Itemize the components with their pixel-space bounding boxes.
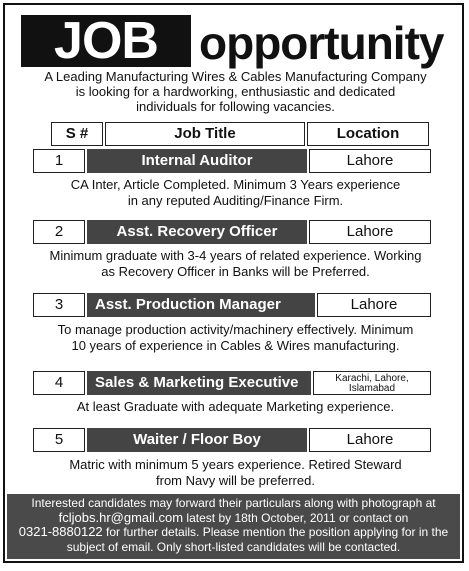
description-line: in any reputed Auditing/Finance Firm.	[127, 193, 344, 208]
job-title: Asst. Production Manager	[87, 293, 315, 317]
job-title: Waiter / Floor Boy	[87, 428, 307, 452]
job-advertisement	[3, 3, 464, 563]
ad-header	[13, 11, 458, 70]
footer-line	[7, 525, 460, 540]
description-line: Minimum graduate with 3-4 years of related experience. Working	[49, 248, 422, 263]
job-location	[313, 371, 431, 395]
job-number: 1	[33, 149, 85, 173]
description-line: At least Graduate with adequate Marketing experience.	[76, 399, 395, 414]
description-line: Matric with minimum 5 years experience. Retired Steward	[69, 457, 402, 472]
job-location: Lahore	[309, 220, 431, 244]
description-line: CA Inter, Article Completed. Minimum 3 Years experience	[70, 177, 401, 192]
location-line: Islamabad	[348, 383, 396, 394]
job-number: 2	[33, 220, 85, 244]
job-location: Lahore	[317, 293, 431, 317]
job-location: Lahore	[309, 428, 431, 452]
job-description	[15, 248, 456, 280]
application-instructions	[7, 494, 460, 559]
job-title: Asst. Recovery Officer	[87, 220, 307, 244]
intro-line: A Leading Manufacturing Wires & Cables Manufacturing Company	[44, 69, 427, 84]
job-title: Sales & Marketing Executive	[87, 371, 311, 395]
footer-line: subject of email. Only short-listed candidates will be contacted.	[66, 539, 401, 554]
job-heading: JOB	[21, 15, 191, 67]
job-title: Internal Auditor	[87, 149, 307, 173]
footer-text: for further details. Please mention the position applying for in the	[102, 525, 449, 539]
footer-text: latest by 18th October, 2011 or contact on	[183, 510, 409, 525]
description-line: from Navy will be preferred.	[156, 473, 315, 488]
job-description	[15, 322, 456, 354]
intro-text	[15, 69, 456, 114]
intro-line: individuals for following vacancies.	[136, 99, 335, 114]
contact-phone[interactable]: 0321-8880122	[18, 524, 103, 539]
opportunity-heading: opportunity	[199, 17, 444, 69]
job-number: 4	[33, 371, 85, 395]
column-header-title: Job Title	[105, 122, 305, 146]
column-header-sno: S #	[51, 122, 103, 146]
description-line: as Recovery Officer in Banks will be Preferred.	[101, 264, 370, 279]
location-line: Karachi, Lahore,	[335, 373, 409, 384]
contact-email[interactable]: fcljobs.hr@gmail.com	[58, 509, 184, 525]
footer-line: Interested candidates may forward their particulars along with photograph at	[31, 496, 436, 510]
description-line: 10 years of experience in Cables & Wires manufacturing.	[71, 338, 400, 353]
job-description	[15, 399, 456, 415]
job-description	[15, 177, 456, 209]
footer-line	[7, 511, 460, 526]
job-description	[15, 457, 456, 489]
job-location: Lahore	[309, 149, 431, 173]
intro-line: is looking for a hardworking, enthusiastic and dedicated	[75, 84, 396, 99]
column-header-location: Location	[307, 122, 429, 146]
job-number: 5	[33, 428, 85, 452]
job-number: 3	[33, 293, 85, 317]
description-line: To manage production activity/machinery effectively. Minimum	[57, 322, 414, 337]
